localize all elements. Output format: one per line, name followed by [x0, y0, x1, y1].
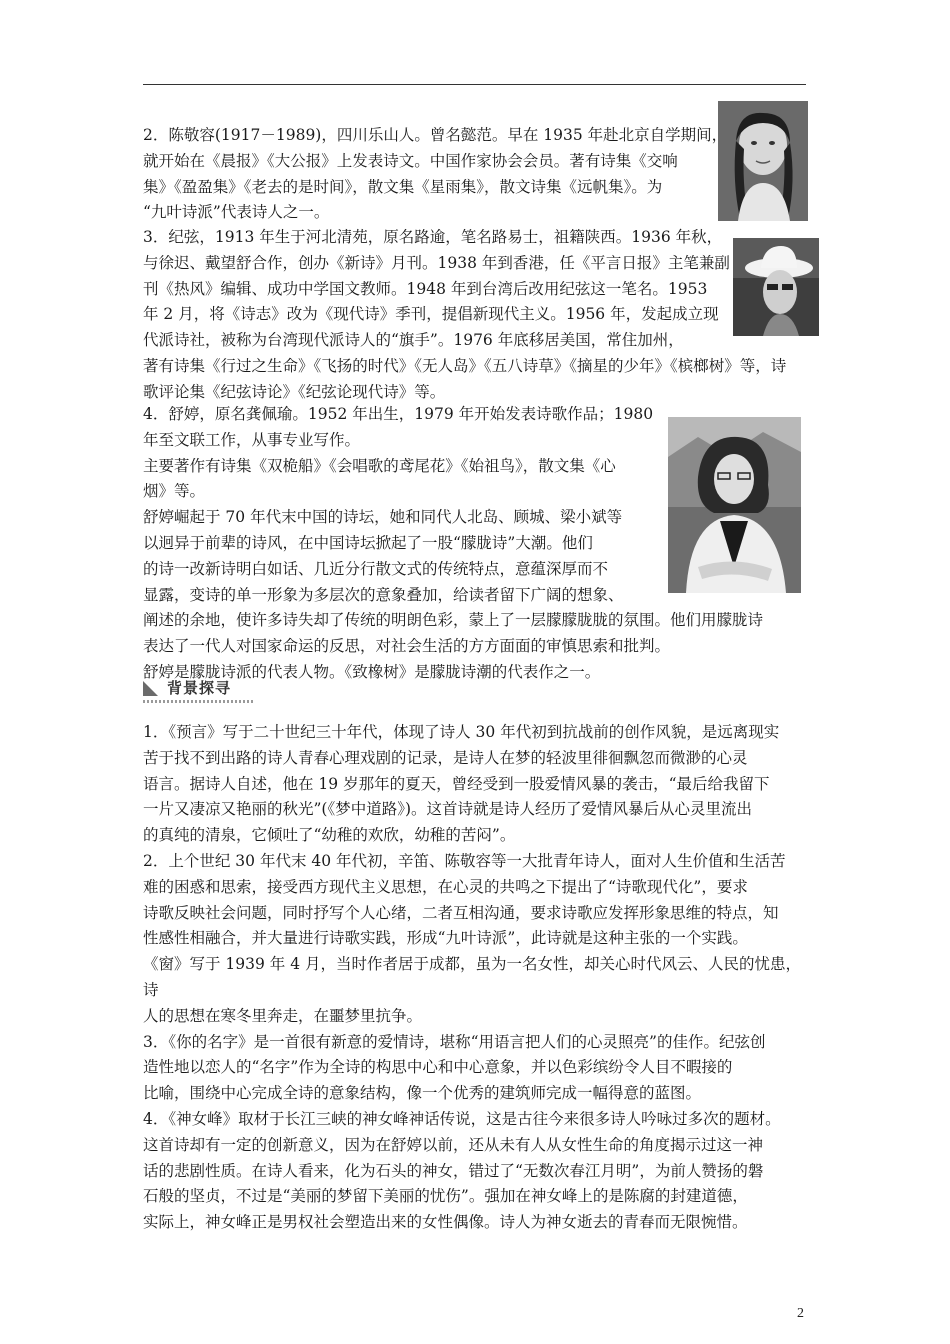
paragraph-line: 2．上个世纪 30 年代末 40 年代初，辛笛、陈敬容等一大批青年诗人，面对人生价值和生活苦: [143, 851, 786, 870]
bio-line: 代派诗社，被称为台湾现代派诗人的“旗手”。1976 年底移居美国，常住加州，: [143, 331, 684, 350]
bio-line: 表达了一代人对国家命运的反思，对社会生活的方方面面的审慎思索和批判。: [143, 637, 671, 656]
paragraph-line: 3．《你的名字》是一首很有新意的爱情诗，堪称“用语言把人们的心灵照亮”的佳作。纪弦创: [143, 1032, 766, 1051]
bio-line: “九叶诗派”代表诗人之一。: [143, 203, 330, 222]
paragraph-line: 石般的坚贞，不过是“美丽的梦留下美丽的忧伤”。强加在神女峰上的是陈腐的封建道德，: [143, 1187, 748, 1206]
paragraph-line: 难的困惑和思索，接受西方现代主义思想，在心灵的共鸣之下提出了“诗歌现代化”，要求: [143, 877, 748, 896]
paragraph-line: 人的思想在寒冬里奔走，在噩梦里抗争。: [143, 1006, 423, 1025]
corner-triangle-icon: [143, 681, 158, 696]
bio-line: 年 2 月，将《诗志》改为《现代诗》季刊，提倡新现代主义。1956 年，发起成立现: [143, 305, 719, 324]
bio-line: 的诗一改新诗明白如话、几近分行散文式的传统特点，意蕴深厚而不: [143, 559, 609, 578]
bio-line: 与徐迟、戴望舒合作，创办《新诗》月刊。1938 年到香港，任《平言日报》主笔兼副: [143, 253, 730, 272]
chen-jingrong-bio: [143, 123, 813, 226]
paragraph-line: 性感性相融合，并大量进行诗歌实践，形成“九叶诗派”，此诗就是这种主张的一个实践。: [143, 929, 748, 948]
bio-line: 著有诗集《行过之生命》《飞扬的时代》《无人岛》《五八诗草》《摘星的少年》《槟榔树》等，诗: [143, 356, 787, 375]
bio-line: 主要著作有诗集《双桅船》《会唱歌的鸢尾花》《始祖鸟》，散文集《心: [143, 456, 616, 475]
paragraph-line: 比喻，围绕中心完成全诗的意象结构，像一个优秀的建筑师完成一幅得意的蓝图。: [143, 1084, 702, 1103]
page-number: 2: [797, 1306, 804, 1321]
paragraph-line: 造性地以恋人的“名字”作为全诗的构思中心和中心意象，并以色彩缤纷令人目不暇接的: [143, 1058, 733, 1077]
paragraph-line: 的真纯的清泉，它倾吐了“幼稚的欢欣，幼稚的苦闷”。: [143, 826, 516, 845]
bio-line: 歌评论集《纪弦诗论》《纪弦论现代诗》等。: [143, 382, 446, 401]
paragraph-line: 4．《神女峰》取材于长江三峡的神女峰神话传说，这是古往今来很多诗人吟咏过多次的题材。: [143, 1109, 781, 1128]
bio-line: 集》《盈盈集》《老去的是时间》，散文集《星雨集》，散文诗集《远帆集》。为: [143, 177, 663, 196]
ji-xian-bio: [143, 225, 813, 406]
bio-line: 舒婷崛起于 70 年代末中国的诗坛，她和同代人北岛、顾城、梁小斌等: [143, 508, 623, 527]
header-rule: [143, 84, 806, 85]
bio-line: 阐述的余地，使许多诗失却了传统的明朗色彩，蒙上了一层朦朦胧胧的氛围。他们用朦胧诗: [143, 611, 764, 630]
paragraph-line: 这首诗却有一定的创新意义，因为在舒婷以前，还从未有人从女性生命的角度揭示过这一神: [143, 1135, 764, 1154]
bio-line: 刊《热风》编辑、成功中学国文教师。1948 年到台湾后改用纪弦这一笔名。1953: [143, 279, 708, 298]
bio-line: 4．舒婷，原名龚佩瑜。1952 年出生，1979 年开始发表诗歌作品；1980: [143, 405, 654, 423]
paragraph-line: 话的悲剧性质。在诗人看来，化为石头的神女，错过了“无数次春江月明”，为前人赞扬的磐: [143, 1161, 764, 1180]
section-heading: [143, 678, 255, 700]
paragraph-line: 1．《预言》写于二十世纪三十年代，体现了诗人 30 年代初到抗战前的创作风貌，是远离现实: [143, 723, 780, 741]
heading-underline: [143, 700, 255, 703]
paragraph-line: 语言。据诗人自述，他在 19 岁那年的夏天，曾经受到一股爱情风暴的袭击，“最后给我留下: [143, 774, 770, 793]
paragraph-line: 苦于找不到出路的诗人青春心理戏剧的记录，是诗人在梦的轻波里徘徊飘忽而微渺的心灵: [143, 748, 748, 767]
paragraph-line: 实际上，神女峰正是男权社会塑造出来的女性偶像。诗人为神女逝去的青春而无限惋惜。: [143, 1213, 748, 1232]
paragraph-line: 《窗》写于 1939 年 4 月，当时作者居于成都，虽为一名女性，却关心时代风云、人民的忧患，诗: [143, 955, 802, 999]
bio-line: 显露，变诗的单一形象为多层次的意象叠加，给读者留下广阔的想象、: [143, 585, 624, 604]
bio-line: 烟》等。: [143, 482, 206, 501]
bio-line: 2．陈敬容(1917－1989)，四川乐山人。曾名懿范。早在 1935 年赴北京自学期间，: [143, 126, 728, 144]
shu-ting-bio: [143, 402, 813, 686]
section-heading-text: 背景探寻: [167, 679, 232, 697]
bio-line: 以迥异于前辈的诗风，在中国诗坛掀起了一股“朦胧诗”大潮。他们: [143, 533, 593, 552]
bio-line: 3．纪弦，1913 年生于河北清苑，原名路逾，笔名路易士，祖籍陕西。1936 年秋，: [143, 228, 723, 246]
background-section: [143, 720, 813, 1236]
bio-line: 就开始在《晨报》《大公报》上发表诗文。中国作家协会会员。著有诗集《交响: [143, 151, 678, 170]
paragraph-line: 诗歌反映社会问题，同时抒写个人心绪，二者互相沟通，要求诗歌应发挥形象思维的特点，知: [143, 903, 779, 922]
bio-line: 舒婷是朦胧诗派的代表人物。《致橡树》是朦胧诗潮的代表作之一。: [143, 662, 601, 681]
paragraph-line: 一片又凄凉又艳丽的秋光”(《梦中道路》)。这首诗就是诗人经历了爱情风暴后从心灵里流出: [143, 800, 753, 819]
bio-line: 年至文联工作，从事专业写作。: [143, 430, 361, 449]
